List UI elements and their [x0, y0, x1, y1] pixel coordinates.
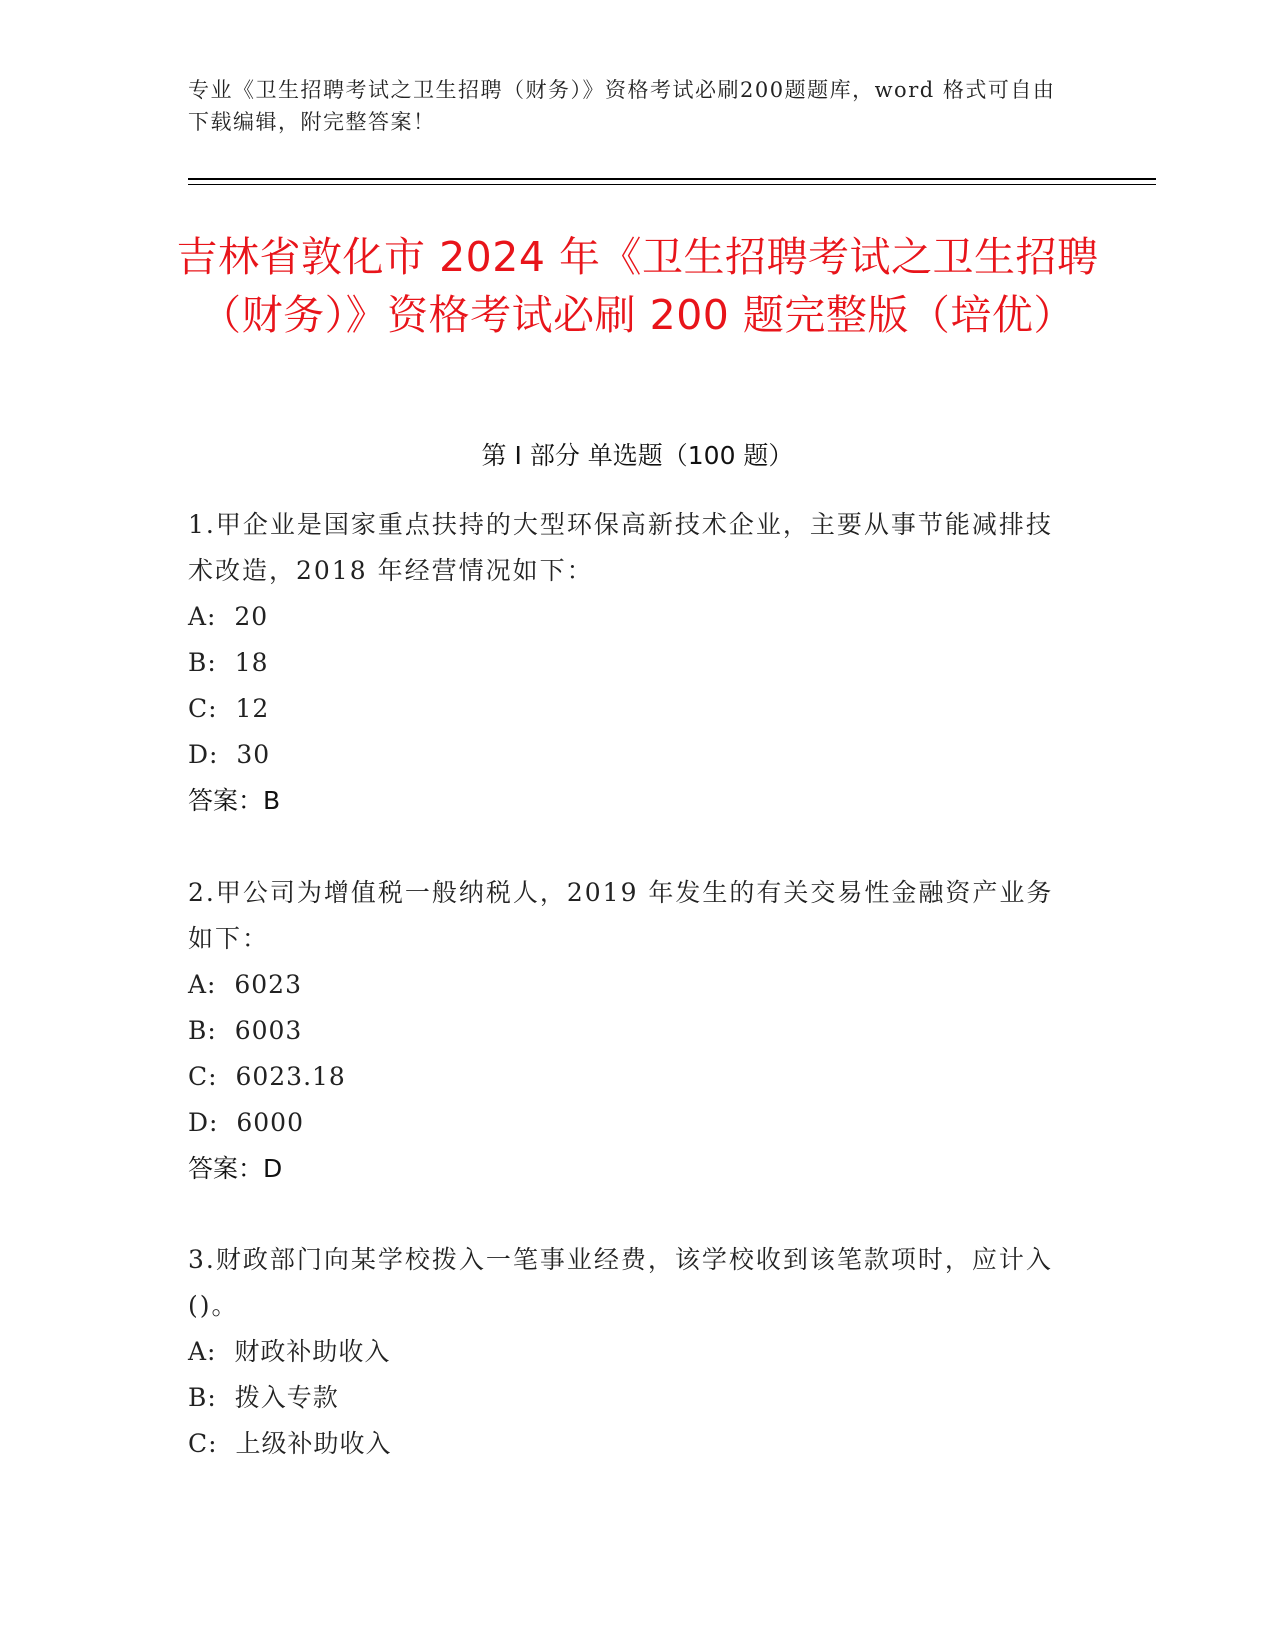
question-stem: 1.甲企业是国家重点扶持的大型环保高新技术企业，主要从事节能减排技术改造，2018 年经营情况如下： — [188, 510, 1053, 585]
question-2 — [188, 870, 1068, 1192]
header-divider-thin — [188, 184, 1156, 185]
question-stem: 3.财政部门向某学校拨入一笔事业经费，该学校收到该笔款项时，应计入()。 — [188, 1245, 1053, 1320]
option-c: C: 12 — [188, 694, 270, 723]
option-b: B: 18 — [188, 648, 269, 677]
header-divider-thick — [188, 178, 1156, 180]
section-title: 第 I 部分 单选题（100 题） — [481, 441, 794, 470]
option-c: C: 6023.18 — [188, 1062, 346, 1091]
option-b: B: 拨入专款 — [188, 1383, 339, 1412]
question-3 — [188, 1237, 1068, 1467]
header-note: 专业《卫生招聘考试之卫生招聘（财务）》资格考试必刷200题题库，word 格式可自由下载编辑，附完整答案！ — [188, 78, 1056, 134]
answer: 答案：D — [188, 1154, 283, 1183]
option-d: D: 30 — [188, 740, 271, 769]
question-1 — [188, 502, 1068, 824]
answer: 答案：B — [188, 786, 281, 815]
option-c: C: 上级补助收入 — [188, 1429, 392, 1458]
option-a: A: 6023 — [188, 970, 302, 999]
document-title: 吉林省敦化市 2024 年《卫生招聘考试之卫生招聘（财务）》资格考试必刷 200 题完整版（培优） — [176, 233, 1099, 339]
question-stem: 2.甲公司为增值税一般纳税人，2019 年发生的有关交易性金融资产业务如下： — [188, 878, 1054, 953]
option-a: A: 20 — [188, 602, 269, 631]
option-d: D: 6000 — [188, 1108, 304, 1137]
option-b: B: 6003 — [188, 1016, 303, 1045]
option-a: A: 财政补助收入 — [188, 1337, 391, 1366]
